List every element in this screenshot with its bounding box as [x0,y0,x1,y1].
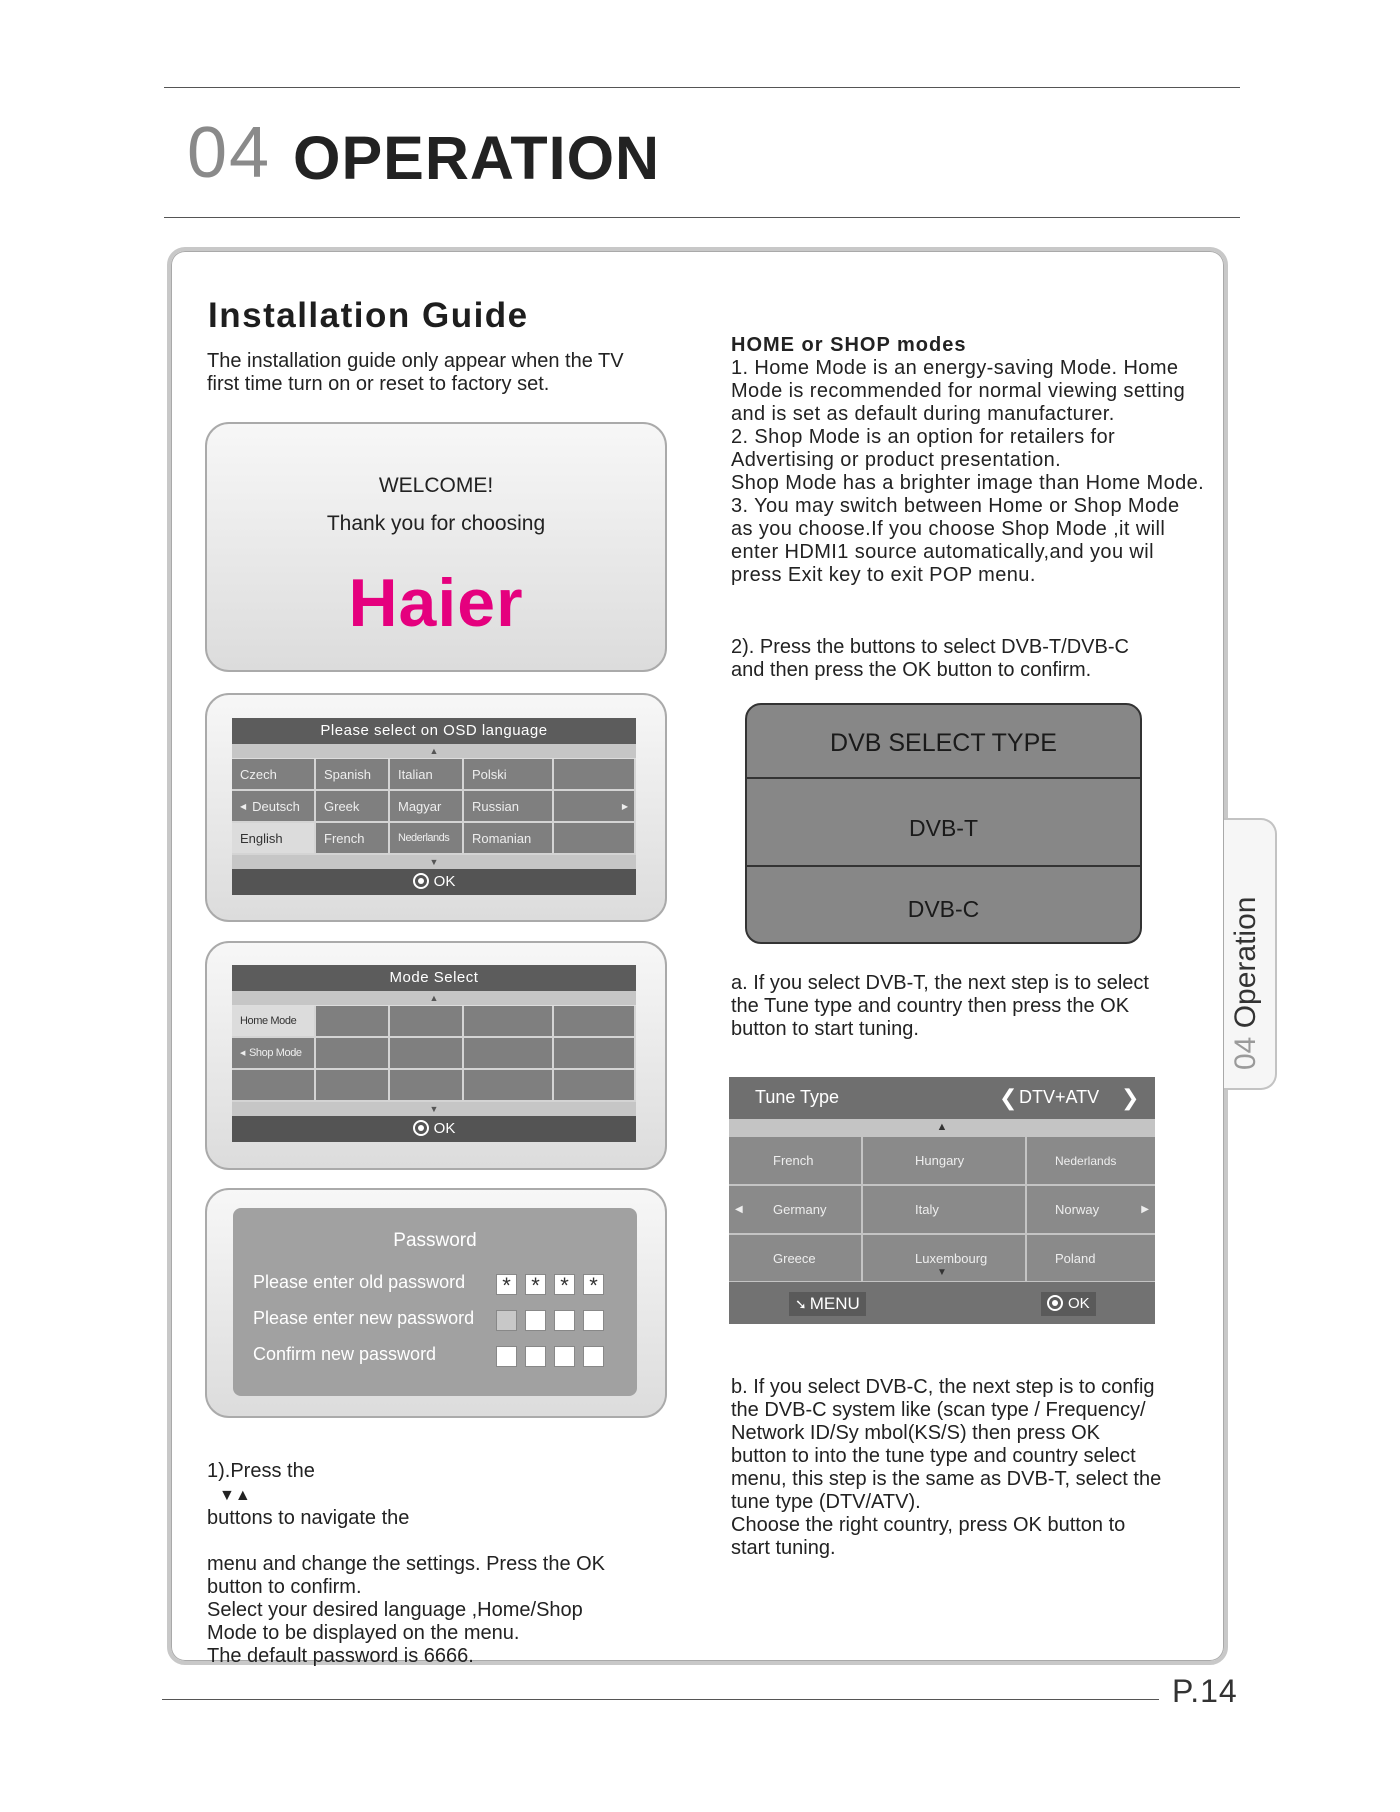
tune-type-value[interactable]: DTV+ATV [1019,1087,1100,1107]
new-password-digit[interactable] [496,1310,517,1331]
language-option[interactable]: Russian [464,791,554,823]
right-arrow-icon: ▶ [554,791,636,823]
welcome-subtitle: Thank you for choosing [326,512,546,535]
left-arrow-icon: ◀ [735,1204,743,1215]
mode-grid [232,1005,636,1102]
back-arrow-icon: ➘ [795,1296,807,1312]
password-dialog [233,1208,637,1396]
step-a-text: a. If you select DVB-T, the next step is to select the Tune type and country then press the OK button to start tuning. [731,972,1149,1040]
country-option[interactable]: Greece [729,1235,861,1281]
language-option[interactable]: Polski [464,759,554,791]
language-option[interactable]: Czech [232,759,316,791]
ok-label: OK [1068,1295,1090,1312]
right-arrow-icon: ▶ [1141,1204,1149,1215]
language-option[interactable]: French [316,823,390,855]
dvb-menu-title: DVB SELECT TYPE [830,729,1057,757]
chevron-left-icon[interactable]: ❮ [999,1085,1018,1110]
left-arrow-icon: ◀ [240,1050,245,1057]
step2-text: 2). Press the buttons to select DVB-T/DVB-C and then press the OK button to confirm. [731,636,1129,681]
country-label: Germany [773,1202,827,1217]
language-grid [232,758,636,855]
country-option[interactable] [1027,1186,1155,1233]
language-option-label: Deutsch [252,798,300,814]
old-password-digit[interactable]: * [583,1274,604,1295]
confirm-password-digit[interactable] [496,1346,517,1367]
dvb-t-option[interactable]: DVB-T [909,815,978,841]
down-arrow-icon: ▼ [232,1102,636,1116]
chapter-title: OPERATION [293,124,661,192]
ok-button[interactable] [1041,1292,1096,1316]
side-tab-number: 04 [1229,1036,1262,1070]
language-title: Please select on OSD language [232,718,636,744]
language-screen [205,693,667,922]
modes-heading: HOME or SHOP modes [731,334,967,356]
new-password-digit[interactable] [583,1310,604,1331]
language-option[interactable]: Spanish [316,759,390,791]
country-option[interactable]: Poland [1027,1235,1155,1281]
country-option[interactable]: Hungary [863,1137,1025,1184]
language-option[interactable]: Italian [390,759,464,791]
left-arrow-icon: ◀ [240,801,247,811]
language-option-selected[interactable]: English [232,823,316,855]
ok-label: OK [433,873,456,890]
ok-icon [413,1120,429,1136]
shop-mode-option[interactable] [232,1038,316,1070]
tune-footer [729,1282,1155,1324]
side-tab [1224,818,1277,1090]
password-screen [205,1188,667,1418]
mode-title: Mode Select [232,965,636,991]
tune-type-label: Tune Type [755,1087,840,1107]
new-password-digit[interactable] [554,1310,575,1331]
down-arrow-icon: ▼ [232,855,636,869]
nav-arrows-icon: ▼▲ [219,1487,251,1504]
language-option[interactable]: Nederlands [390,823,464,855]
page-number: P.14 [1172,1673,1238,1709]
mode-select-screen [205,941,667,1170]
confirm-password-digit[interactable] [525,1346,546,1367]
country-option[interactable]: Nederlands [1027,1137,1155,1184]
step1-body: menu and change the settings. Press the OK button to confirm. Select your desired language ,Home/Shop Mode to be displayed on the menu. The default password is 6666. [207,1553,606,1667]
old-password-label: Please enter old password [253,1272,466,1292]
step-b-text: b. If you select DVB-C, the next step is to config the DVB-C system like (scan type / Frequency/ Network ID/Sy mbol(KS/S) then press OK button to into the tune type and country select menu, this step is the same as DVB-T, select the tune type (DTV/ATV). Choose the right country, press OK button to start tuning. [731,1376,1162,1559]
down-arrow-icon: ▼ [937,1267,947,1278]
tune-type-screen [729,1077,1155,1324]
new-password-label: Please enter new password [253,1308,475,1328]
ok-icon [1047,1295,1063,1311]
haier-logo: Haier [348,565,524,641]
shop-mode-label: Shop Mode [248,1047,302,1059]
confirm-password-label: Confirm new password [253,1344,437,1364]
language-option[interactable]: Romanian [464,823,554,855]
country-option[interactable]: French [729,1137,861,1184]
dvb-c-option[interactable]: DVB-C [907,896,980,922]
country-label: Norway [1055,1202,1100,1217]
modes-text: 1. Home Mode is an energy-saving Mode. Home Mode is recommended for normal viewing setting and is set as default during manufacturer. 2. Shop Mode is an option for retailers for Advertising or product presentation. Shop Mode has a brighter image than Home Mode. 3. You may switch between Home or Shop Mode as you choose.If you choose Shop Mode ,it will enter HDMI1 source automatically,and you wil press Exit key to exit POP menu. [731,357,1205,586]
up-arrow-icon: ▲ [232,744,636,758]
confirm-password-digit[interactable] [583,1346,604,1367]
old-password-digit[interactable]: * [525,1274,546,1295]
up-arrow-icon: ▲ [232,991,636,1005]
language-option[interactable] [232,791,316,823]
country-option[interactable]: Italy [863,1186,1025,1233]
chapter-number: 04 [187,113,272,193]
country-option[interactable] [729,1186,861,1233]
ok-button[interactable] [232,869,636,895]
tune-type-header [729,1077,1155,1119]
old-password-digit[interactable]: * [496,1274,517,1295]
chevron-right-icon[interactable]: ❯ [1121,1085,1140,1110]
confirm-password-digit[interactable] [554,1346,575,1367]
menu-label: MENU [809,1294,860,1313]
new-password-digit[interactable] [525,1310,546,1331]
password-title: Password [393,1230,477,1251]
ok-label: OK [433,1120,456,1137]
section-title: Installation Guide [208,296,529,335]
home-mode-option[interactable]: Home Mode [232,1006,316,1038]
welcome-title: WELCOME! [378,474,494,497]
step1-text [207,1437,677,1668]
step1-prefix: 1).Press the [207,1460,315,1482]
language-option[interactable]: Magyar [390,791,464,823]
language-option[interactable]: Greek [316,791,390,823]
side-tab-label: Operation [1229,896,1262,1029]
dvb-select-menu [745,703,1142,944]
old-password-digit[interactable]: * [554,1274,575,1295]
ok-icon [413,873,429,889]
language-option-empty [554,759,636,791]
step1-suffix: buttons to navigate the [207,1507,410,1529]
country-option[interactable]: Luxembourg [863,1235,1025,1281]
ok-button[interactable] [232,1116,636,1142]
welcome-screen [205,422,667,672]
up-arrow-icon: ▲ [936,1121,948,1133]
menu-button[interactable] [789,1292,866,1316]
intro-text: The installation guide only appear when the TV first time turn on or reset to factory set. [207,350,624,395]
language-option-empty [554,823,636,855]
